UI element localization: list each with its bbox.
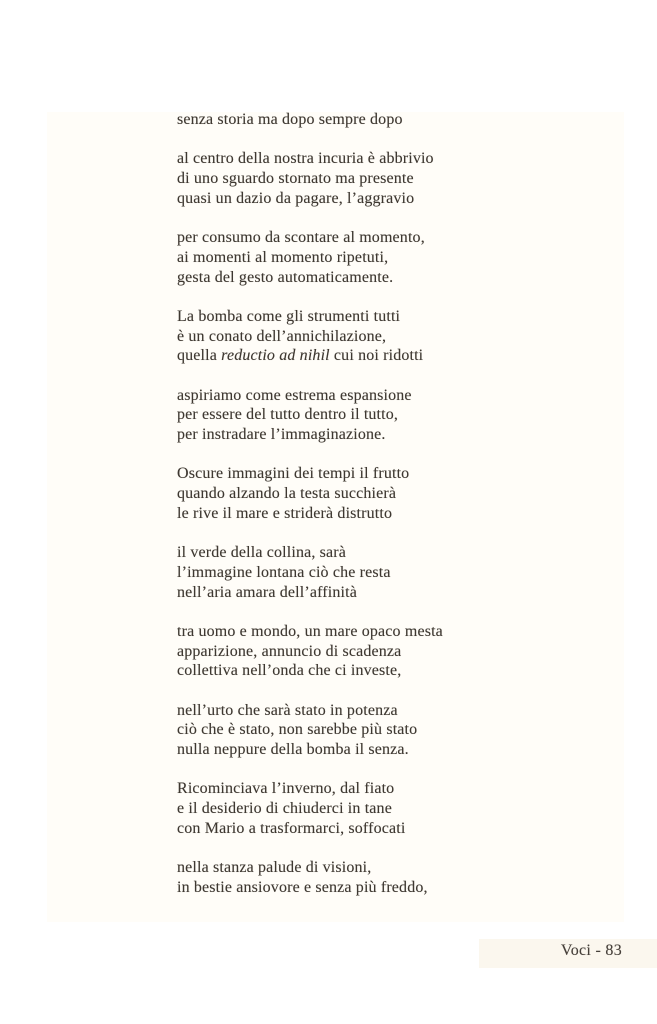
poem-line: è un conato dell’annichilazione, [177,327,387,345]
poem-line: quasi un dazio da pagare, l’aggravio [177,189,415,207]
poem-line [177,346,443,366]
poem-stanza [177,543,443,602]
page-footer [561,941,622,961]
poem-line: nulla neppure della bomba il senza. [177,741,409,758]
poem-line: per essere del tutto dentro il tutto, [177,406,399,424]
poem-line: l’immagine lontana ciò che resta [177,563,391,581]
poem-line: nell’aria amara dell’affinità [177,583,357,601]
poem-line: in bestie ansiovore e senza più freddo, [177,878,428,896]
poem-line: collettiva nell’onda che ci investe, [177,662,402,680]
poem-stanza [177,464,443,523]
poem-stanza [177,149,443,208]
poem-text-block [177,110,443,917]
poem-line: con Mario a trasformarci, soffocati [177,819,406,837]
poem-line: e il desiderio di chiuderci in tane [177,800,392,818]
poem-stanza [177,779,443,838]
footer-label: Voci - 83 [560,942,622,959]
poem-stanza [177,110,443,130]
line-segment: quella [177,347,222,365]
poem-line: tra uomo e mondo, un mare opaco mesta [177,622,443,640]
italic-phrase: reductio ad nihil [221,347,330,365]
poem-line: ciò che è stato, non sarebbe più stato [177,721,418,739]
poem-line: senza storia ma dopo sempre dopo [177,111,403,128]
poem-line: Oscure immagini dei tempi il frutto [177,465,410,483]
line-segment: cui noi ridotti [329,347,424,365]
poem-line: per consumo da scontare al momento, [177,229,425,247]
poem-line: Ricominciava l’inverno, dal fiato [177,780,395,798]
poem-line: gesta del gesto automaticamente. [177,268,394,286]
poem-stanza [177,701,443,760]
poem-line: La bomba come gli strumenti tutti [177,307,401,325]
poem-line: apparizione, annuncio di scadenza [177,642,402,660]
poem-line: aspiriamo come estrema espansione [177,386,412,404]
poem-stanza [177,228,443,287]
poem-line: nella stanza palude di visioni, [177,859,372,877]
poem-stanza [177,622,443,681]
poem-line: quando alzando la testa succhierà [177,485,397,503]
poem-line: ai momenti al momento ripetuti, [177,248,389,266]
poem-stanza [177,307,443,366]
poem-line: al centro della nostra incuria è abbrivio [177,150,434,168]
poem-line: di uno sguardo stornato ma presente [177,170,414,188]
poem-line: nell’urto che sarà stato in potenza [177,701,398,719]
poem-line: per instradare l’immaginazione. [177,426,386,443]
poem-line: le rive il mare e striderà distrutto [177,504,393,522]
poem-stanza [177,386,443,445]
poem-stanza [177,858,443,897]
poem-line: il verde della collina, sarà [177,544,347,562]
